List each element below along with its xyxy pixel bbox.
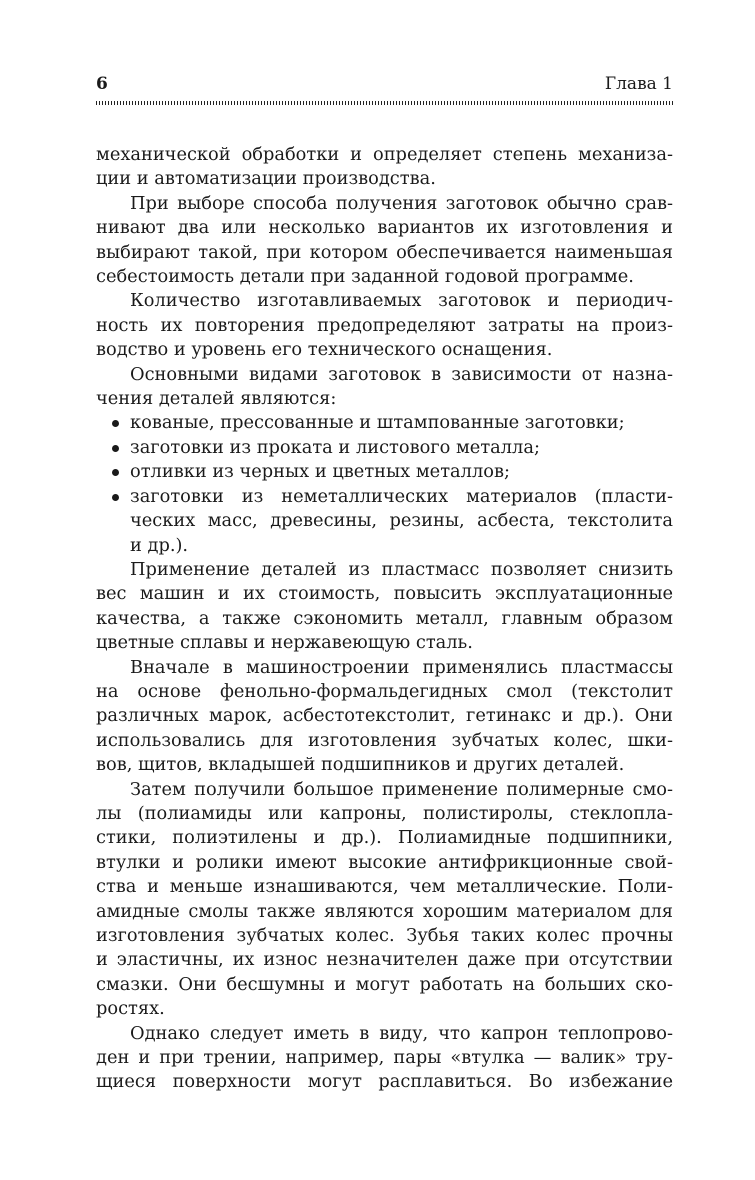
paragraph xyxy=(96,1022,673,1095)
text-line: выбирают такой, при котором обеспечивается наименьшая xyxy=(96,241,673,263)
bullet-icon xyxy=(112,420,119,427)
paragraph xyxy=(96,363,673,412)
text-line: отливки из черных и цветных металлов; xyxy=(130,461,510,483)
bullet-list xyxy=(96,411,673,557)
bullet-icon xyxy=(112,494,119,501)
text-line: различных марок, асбестотекстолит, гетинакс и др.). Они xyxy=(96,705,673,727)
running-header xyxy=(96,74,673,98)
text-line: качества, а также сэкономить металл, главным образом xyxy=(96,607,673,629)
text-line: ростях. xyxy=(96,998,165,1020)
bullet-icon xyxy=(112,445,119,452)
text-line: механической обработки и определяет степень механиза- xyxy=(96,144,673,165)
text-line: заготовки из проката и листового металла; xyxy=(130,436,540,458)
text-line: ства и меньше изнашиваются, чем металлические. Поли- xyxy=(96,876,673,898)
text-line: щиеся поверхности могут расплавиться. Во избежание xyxy=(96,1071,673,1093)
text-line: При выборе способа получения заготовок обычно срав- xyxy=(130,192,673,214)
text-line: вес машин и их стоимость, повысить эксплуатационные xyxy=(96,583,673,605)
text-line: вов, щитов, вкладышей подшипников и других деталей. xyxy=(96,754,625,776)
text-line: ции и автоматизации производства. xyxy=(96,168,436,190)
text-line: кованые, прессованные и штампованные заготовки; xyxy=(130,412,625,434)
body-text xyxy=(96,143,673,1095)
paragraph xyxy=(96,778,673,1022)
text-line: ден и при трении, например, пары «втулка — валик» тру- xyxy=(96,1047,673,1069)
text-line: Вначале в машиностроении применялись пластмассы xyxy=(130,656,673,678)
text-line: на основе фенольно-формальдегидных смол (текстолит xyxy=(96,680,673,702)
text-line: себестоимость детали при заданной годовой программе. xyxy=(96,266,634,288)
text-line: ческих масс, древесины, резины, асбеста, текстолита xyxy=(130,510,673,532)
text-line: водство и уровень его технического оснащения. xyxy=(96,339,553,361)
text-line: стики, полиэтилены и др.). Полиамидные подшипники, xyxy=(96,827,673,849)
list-item xyxy=(96,460,673,484)
text-line: заготовки из неметаллических материалов (пласти- xyxy=(130,485,673,507)
text-line: втулки и ролики имеют высокие антифрикционные свой- xyxy=(96,851,673,873)
text-line: и др.). xyxy=(130,534,189,556)
list-item xyxy=(96,485,673,558)
list-item xyxy=(96,411,673,435)
page-number: 6 xyxy=(96,74,108,94)
header-rule xyxy=(96,101,673,105)
text-line: Однако следует иметь в виду, что капрон теплопрово- xyxy=(130,1022,673,1044)
text-line: использовались для изготовления зубчатых колес, шки- xyxy=(96,729,673,751)
text-line: лы (полиамиды или капроны, полистиролы, стеклопла- xyxy=(96,802,673,824)
paragraph xyxy=(96,558,673,656)
text-line: Применение деталей из пластмасс позволяет снизить xyxy=(130,558,673,580)
text-line: нивают два или несколько вариантов их изготовления и xyxy=(96,217,673,239)
list-item xyxy=(96,436,673,460)
text-line: и эластичны, их износ незначителен даже при отсутствии xyxy=(96,949,673,971)
text-line: амидные смолы также являются хорошим материалом для xyxy=(96,900,673,922)
text-line: изготовления зубчатых колес. Зубья таких колес прочны xyxy=(96,925,673,946)
chapter-title: Глава 1 xyxy=(604,74,673,94)
text-line: ность их повторения предопределяют затраты на произ- xyxy=(96,314,673,336)
paragraph xyxy=(96,289,673,362)
text-line: цветные сплавы и нержавеющую сталь. xyxy=(96,632,473,654)
text-line: Затем получили большое применение полимерные смо- xyxy=(130,778,673,800)
text-line: смазки. Они бесшумны и могут работать на больших ско- xyxy=(96,973,673,995)
text-line: Основными видами заготовок в зависимости от назна- xyxy=(130,363,673,385)
paragraph xyxy=(96,656,673,778)
text-line: чения деталей являются: xyxy=(96,388,337,410)
bullet-icon xyxy=(112,469,119,476)
paragraph xyxy=(96,143,673,192)
paragraph xyxy=(96,192,673,290)
text-line: Количество изготавливаемых заготовок и периодич- xyxy=(130,290,673,312)
